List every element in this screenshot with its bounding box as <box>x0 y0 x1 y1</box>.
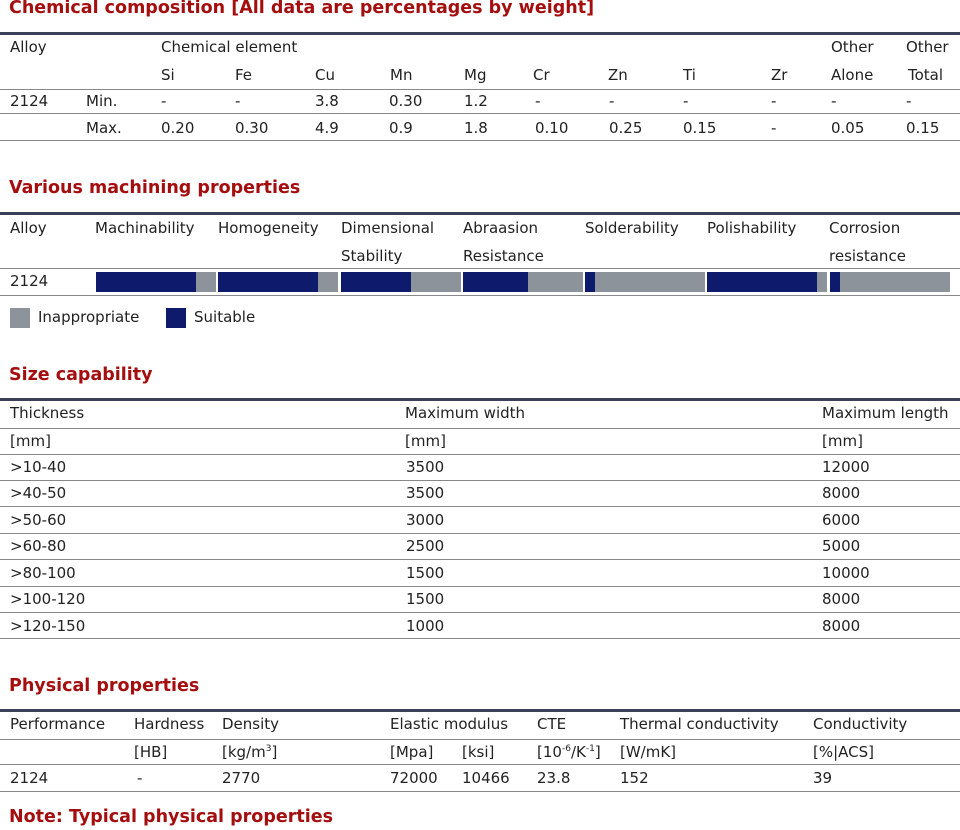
divider <box>0 140 960 141</box>
size-cell-thickness: >60-80 <box>10 537 67 555</box>
machining-header-solderability: Solderability <box>585 219 679 237</box>
chem-cell: 0.20 <box>161 119 195 137</box>
divider <box>0 428 960 429</box>
chem-cell: 0.15 <box>683 119 717 137</box>
physical-title: Physical properties <box>9 676 200 696</box>
size-cell-width: 1000 <box>406 617 445 635</box>
physical-header-cte: CTE <box>537 715 567 733</box>
size-unit-width: [mm] <box>405 432 446 450</box>
size-cell-thickness: >40-50 <box>10 484 67 502</box>
chem-row-limit: Min. <box>86 92 118 110</box>
divider <box>0 212 960 215</box>
divider <box>0 295 960 296</box>
rating-fill-homogeneity <box>218 272 318 292</box>
size-cell-width: 3500 <box>406 484 445 502</box>
rating-bar-solderability <box>585 272 705 292</box>
divider <box>0 89 960 90</box>
size-cell-width: 1500 <box>406 564 445 582</box>
size-cell-width: 3000 <box>406 511 445 529</box>
chem-element-header: Chemical element <box>161 38 298 56</box>
chem-cell: 4.9 <box>315 119 339 137</box>
divider <box>0 454 960 455</box>
physical-header-performance: Performance <box>10 715 106 733</box>
physical-cell-mpa: 72000 <box>390 769 438 787</box>
chem-cell: 0.9 <box>389 119 413 137</box>
chem-cell: 0.15 <box>906 119 940 137</box>
divider <box>0 533 960 534</box>
divider <box>0 268 960 269</box>
legend-swatch-suitable <box>166 308 186 328</box>
size-cell-length: 5000 <box>822 537 861 555</box>
chem-cell: - <box>535 92 541 110</box>
rating-fill-solderability <box>585 272 595 292</box>
chem-element-mn: Mn <box>390 66 413 84</box>
size-header-thickness: Thickness <box>10 404 85 422</box>
machining-header-corrosion-resistance: resistance <box>829 247 906 265</box>
physical-unit-hardness: [HB] <box>134 743 168 761</box>
rating-fill-polishability <box>707 272 817 292</box>
chem-element-cu: Cu <box>315 66 335 84</box>
physical-cell-density: 2770 <box>222 769 261 787</box>
chem-other-total-header-top: Other <box>906 38 949 56</box>
size-cell-length: 8000 <box>822 617 861 635</box>
physical-cell-performance: 2124 <box>10 769 49 787</box>
chem-other-alone-header-top: Other <box>831 38 874 56</box>
chem-cell: 0.30 <box>389 92 423 110</box>
size-header-max-length: Maximum length <box>822 404 949 422</box>
chem-cell: 1.2 <box>464 92 488 110</box>
physical-unit-ksi: [ksi] <box>462 743 495 761</box>
size-cell-thickness: >10-40 <box>10 458 67 476</box>
rating-bar-corrosion-resistance <box>830 272 950 292</box>
size-cell-length: 10000 <box>822 564 870 582</box>
size-cell-width: 1500 <box>406 590 445 608</box>
rating-bar-abrasion-resistance <box>463 272 583 292</box>
size-cell-length: 12000 <box>822 458 870 476</box>
chem-other-alone-header-bottom: Alone <box>831 66 874 84</box>
chem-title: Chemical composition [All data are percentages by weight] <box>9 0 595 18</box>
chem-element-mg: Mg <box>464 66 487 84</box>
machining-header-abrasion: Abraasion <box>463 219 538 237</box>
divider <box>0 739 960 740</box>
chem-cell: - <box>906 92 912 110</box>
chem-cell: 1.8 <box>464 119 488 137</box>
size-unit-length: [mm] <box>822 432 863 450</box>
divider <box>0 586 960 587</box>
machining-title: Various machining properties <box>9 178 301 198</box>
chem-row-limit: Max. <box>86 119 122 137</box>
size-cell-thickness: >120-150 <box>10 617 86 635</box>
chem-cell: - <box>609 92 615 110</box>
legend-label-suitable: Suitable <box>194 308 256 326</box>
divider <box>0 764 960 765</box>
chem-cell: 0.30 <box>235 119 269 137</box>
size-title: Size capability <box>9 365 153 385</box>
size-cell-length: 8000 <box>822 590 861 608</box>
chem-cell: - <box>831 92 837 110</box>
size-unit-thickness: [mm] <box>10 432 51 450</box>
machining-header-polishability: Polishability <box>707 219 797 237</box>
divider <box>0 559 960 560</box>
chem-cell: - <box>771 119 777 137</box>
machining-header-corrosion: Corrosion <box>829 219 901 237</box>
physical-cell-cte: 23.8 <box>537 769 571 787</box>
physical-header-conductivity: Conductivity <box>813 715 908 733</box>
size-header-max-width: Maximum width <box>405 404 526 422</box>
machining-header-resistance: Resistance <box>463 247 544 265</box>
chem-cell: - <box>235 92 241 110</box>
size-cell-thickness: >50-60 <box>10 511 67 529</box>
chem-element-si: Si <box>161 66 175 84</box>
divider <box>0 506 960 507</box>
machining-row-alloy: 2124 <box>10 272 49 290</box>
chem-element-zn: Zn <box>608 66 628 84</box>
physical-unit-thermal: [W/mK] <box>620 743 677 761</box>
rating-bar-dimensional-stability <box>341 272 461 292</box>
chem-cell: - <box>683 92 689 110</box>
chem-cell: - <box>771 92 777 110</box>
chem-element-fe: Fe <box>235 66 253 84</box>
machining-header-homogeneity: Homogeneity <box>218 219 319 237</box>
chem-element-zr: Zr <box>771 66 788 84</box>
rating-fill-dimensional-stability <box>341 272 411 292</box>
size-cell-length: 6000 <box>822 511 861 529</box>
divider <box>0 113 960 114</box>
legend-label-inappropriate: Inappropriate <box>38 308 140 326</box>
physical-unit-cte: $[10^{-6}/K^{-1}]$ <box>537 743 601 761</box>
divider <box>0 612 960 613</box>
size-cell-width: 3500 <box>406 458 445 476</box>
size-cell-thickness: >80-100 <box>10 564 76 582</box>
note-text: Note: Typical physical properties <box>9 807 333 827</box>
physical-cell-hardness: - <box>137 769 143 787</box>
physical-unit-density: $[kg/m^3]$ <box>222 743 278 761</box>
divider <box>0 398 960 401</box>
rating-bar-machinability <box>96 272 216 292</box>
machining-header-dimensional: Dimensional <box>341 219 435 237</box>
chem-cell: 0.10 <box>535 119 569 137</box>
machining-header-machinability: Machinability <box>95 219 195 237</box>
machining-header-stability: Stability <box>341 247 403 265</box>
physical-unit-conductivity: [%|ACS] <box>813 743 875 761</box>
legend-swatch-inappropriate <box>10 308 30 328</box>
chem-cell: 3.8 <box>315 92 339 110</box>
chem-alloy-header: Alloy <box>10 38 47 56</box>
chem-cell: 0.05 <box>831 119 865 137</box>
chem-cell: - <box>161 92 167 110</box>
size-cell-thickness: >100-120 <box>10 590 86 608</box>
chem-other-total-header-bottom: Total <box>908 66 944 84</box>
rating-bar-polishability <box>707 272 827 292</box>
chem-element-cr: Cr <box>533 66 550 84</box>
size-cell-width: 2500 <box>406 537 445 555</box>
physical-header-elastic-modulus: Elastic modulus <box>390 715 509 733</box>
physical-unit-mpa: [Mpa] <box>390 743 434 761</box>
physical-header-hardness: Hardness <box>134 715 205 733</box>
rating-fill-machinability <box>96 272 196 292</box>
physical-cell-thermal: 152 <box>620 769 649 787</box>
chem-element-ti: Ti <box>683 66 696 84</box>
physical-cell-conductivity: 39 <box>813 769 833 787</box>
machining-alloy-header: Alloy <box>10 219 47 237</box>
size-cell-length: 8000 <box>822 484 861 502</box>
divider <box>0 480 960 481</box>
rating-fill-abrasion-resistance <box>463 272 528 292</box>
divider <box>0 32 960 35</box>
divider <box>0 791 960 792</box>
rating-bar-homogeneity <box>218 272 338 292</box>
divider <box>0 638 960 639</box>
chem-row-alloy: 2124 <box>10 92 49 110</box>
rating-fill-corrosion-resistance <box>830 272 840 292</box>
physical-header-density: Density <box>222 715 280 733</box>
divider <box>0 709 960 712</box>
chem-cell: 0.25 <box>609 119 643 137</box>
physical-cell-ksi: 10466 <box>462 769 510 787</box>
physical-header-thermal-conductivity: Thermal conductivity <box>620 715 779 733</box>
